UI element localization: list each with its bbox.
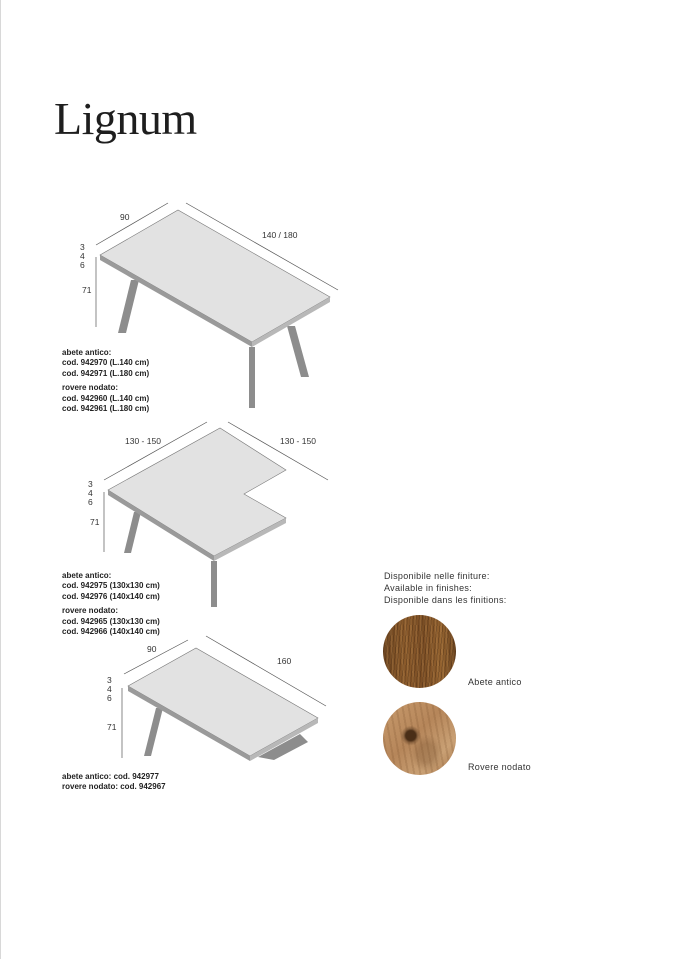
- table-2-thickness-4: 4: [88, 488, 93, 498]
- table-1-width-label: 90: [120, 212, 130, 222]
- abete-antico-label: Abete antico: [468, 677, 522, 687]
- table-1-thickness-6: 6: [80, 260, 85, 270]
- table-3-thickness-6: 6: [107, 693, 112, 703]
- rovere-nodato-swatch: [383, 702, 456, 775]
- table-1-codes: [62, 348, 149, 414]
- table-2-height-label: 71: [90, 517, 100, 527]
- table-3-thickness-4: 4: [107, 684, 112, 694]
- table-1-finish-heading: rovere nodato:: [62, 383, 119, 393]
- table-2-width-label: 130 - 150: [125, 436, 161, 446]
- table-1-thickness-4: 4: [80, 251, 85, 261]
- page-title: Lignum: [54, 93, 197, 144]
- table-2-code: cod. 942976 (140x140 cm): [62, 591, 160, 601]
- table-3-codes: [62, 772, 166, 793]
- table-3-width-label: 90: [147, 644, 157, 654]
- table-3-thickness-3: 3: [107, 675, 112, 685]
- finishes-heading: [384, 570, 507, 606]
- table-1-code: cod. 942971 (L.180 cm): [62, 368, 150, 378]
- table-1-height-label: 71: [82, 285, 92, 295]
- table-2-code: cod. 942965 (130x130 cm): [62, 616, 160, 626]
- table-2-thickness-3: 3: [88, 479, 93, 489]
- table-3-code: abete antico: cod. 942977: [62, 772, 159, 781]
- table-2-code: cod. 942975 (130x130 cm): [62, 581, 160, 591]
- table-3-height-label: 71: [107, 722, 117, 732]
- table-1-length-label: 140 / 180: [262, 230, 298, 240]
- table-3-drawing: [107, 636, 326, 761]
- table-1-code: cod. 942970 (L.140 cm): [62, 358, 150, 368]
- table-2-code: cod. 942966 (140x140 cm): [62, 627, 160, 637]
- table-2-finish-heading: abete antico:: [62, 571, 112, 580]
- abete-antico-swatch: [383, 615, 456, 688]
- finishes-heading-en: Available in finishes:: [384, 583, 472, 593]
- finishes-heading-it: Disponibile nelle finiture:: [384, 571, 490, 581]
- table-1-thickness-3: 3: [80, 242, 85, 252]
- table-1-code: cod. 942961 (L.180 cm): [62, 404, 150, 414]
- finishes-heading-fr: Disponible dans les finitions:: [384, 595, 507, 605]
- table-2-finish-heading: rovere nodato:: [62, 606, 119, 616]
- table-1-finish-heading: abete antico:: [62, 348, 112, 357]
- table-2-thickness-6: 6: [88, 497, 93, 507]
- table-1-code: cod. 942960 (L.140 cm): [62, 393, 150, 403]
- table-3-code: rovere nodato: cod. 942967: [62, 782, 166, 792]
- table-3-length-label: 160: [277, 656, 292, 666]
- table-2-codes: [62, 571, 160, 637]
- table-2-length-label: 130 - 150: [280, 436, 316, 446]
- rovere-nodato-label: Rovere nodato: [468, 762, 531, 772]
